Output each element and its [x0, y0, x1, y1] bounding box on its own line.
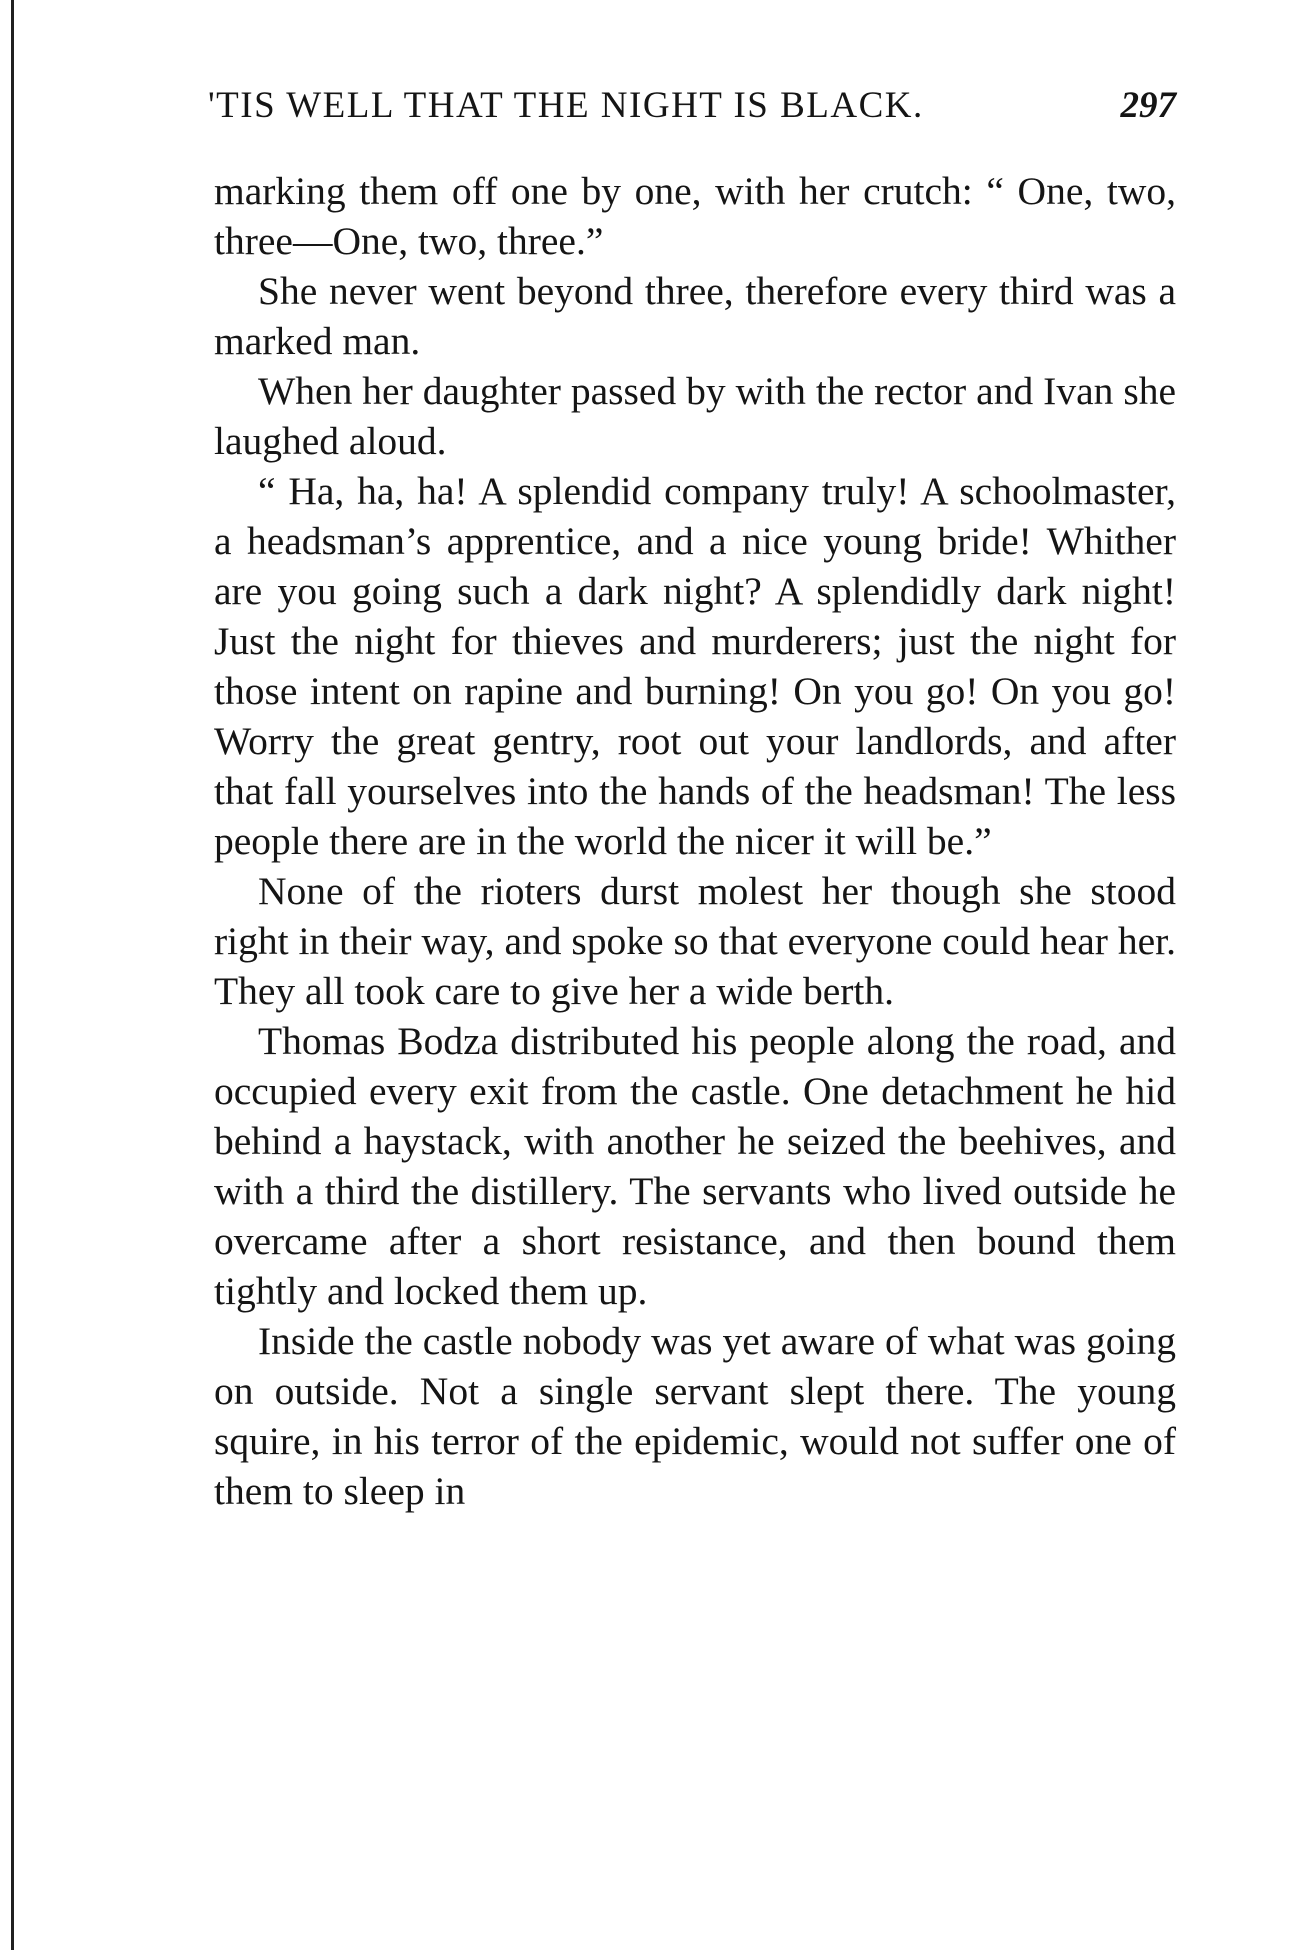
paragraph-continued: marking them off one by one, with her crutch: “ One, two, three—One, two, three.”	[214, 169, 1176, 263]
paragraph: “ Ha, ha, ha! A splendid company truly! A schoolmaster, a headsman’s apprentice, and a nice young bride! Whither are you going such a dark night? A splendidly dark night! Just the night for thieves and murderers; just the night for those intent on rapine and burning! On you go! On you go! Worry the great gentry, root out your landlords, and after that fall yourselves into the hands of the headsman! The less people there are in the world the nicer it will be.”	[214, 469, 1176, 863]
paragraph: Inside the castle nobody was yet aware of what was going on outside. Not a single servant slept there. The young squire, in his terror of the epidemic, would not suffer one of them to sleep in	[214, 1319, 1176, 1513]
paragraph: She never went beyond three, therefore every third was a marked man.	[214, 269, 1176, 363]
running-head	[208, 78, 1176, 134]
chapter-title: 'TIS WELL THAT THE NIGHT IS BLACK.	[208, 85, 924, 126]
page-number: 297	[1120, 85, 1176, 126]
paragraph: When her daughter passed by with the rector and Ivan she laughed aloud.	[214, 369, 1176, 463]
page-binding-edge	[0, 0, 14, 1950]
paragraph: None of the rioters durst molest her though she stood right in their way, and spoke so that everyone could hear her. They all took care to give her a wide berth.	[214, 869, 1176, 1013]
paragraph: Thomas Bodza distributed his people along the road, and occupied every exit from the castle. One detachment he hid behind a haystack, with another he seized the beehives, and with a third the distillery. The servants who lived outside he overcame after a short resistance, and then bound them tightly and locked them up.	[214, 1019, 1176, 1313]
body-text	[214, 166, 1176, 1516]
